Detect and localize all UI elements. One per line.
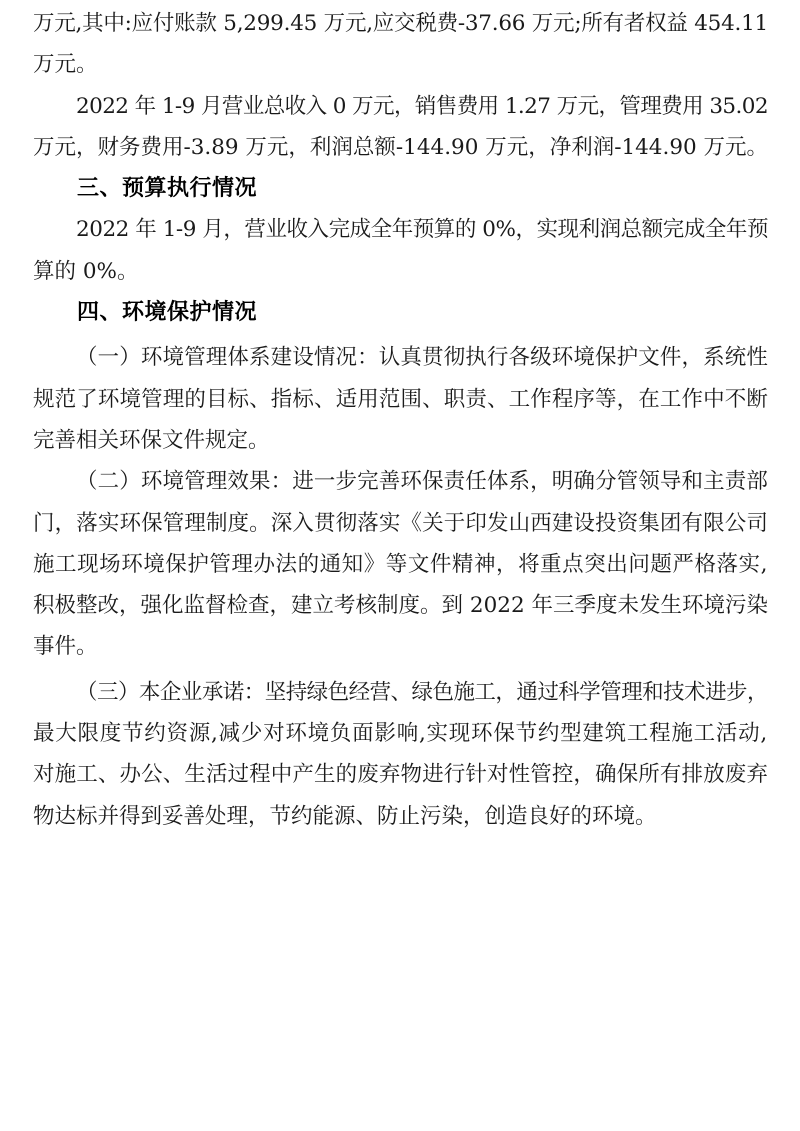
text-line [33,44,768,85]
heading-budget-execution: 三、预算执行情况 [77,176,258,202]
text-line [33,585,768,626]
text-line [33,796,768,837]
document-body [33,3,768,837]
text-line-content: 万元。 [33,52,98,78]
text-line-content: 门，落实环保管理制度。深入贯彻落实《关于印发山西建设投资集团有限公司 [33,510,768,536]
text-line [33,3,768,44]
text-line [33,754,768,795]
text-line-content: 积极整改，强化监督检查，建立考核制度。到 2022 年三季度未发生环境污染 [33,593,768,619]
text-line [33,626,768,667]
para-income-summary [33,86,768,169]
text-line-content: 对施工、办公、生活过程中产生的废弃物进行针对性管控，确保所有排放废弃 [33,762,768,788]
text-line [33,503,768,544]
para-balance-sheet-continuation [33,3,768,86]
text-line-content: 算的 0%。 [33,258,139,284]
para-env-management-effect [33,461,768,667]
heading-environment-protection: 四、环境保护情况 [77,300,258,326]
text-line-content: （二）环境管理效果：进一步完善环保责任体系，明确分管领导和主责部 [76,469,768,495]
text-line-content: 2022 年 1-9 月，营业收入完成全年预算的 0%，实现利润总额完成全年预 [76,217,768,243]
text-line [33,461,768,502]
text-line-content: 万元，财务费用-3.89 万元，利润总额-144.90 万元，净利润-144.90 万元。 [33,134,768,160]
text-line [33,86,768,127]
text-line-content: 施工现场环境保护管理办法的通知》等文件精神，将重点突出问题严格落实, [33,551,768,577]
text-line [33,127,768,168]
text-line-content: 规范了环境管理的目标、指标、适用范围、职责、工作程序等，在工作中不断 [33,386,768,412]
para-enterprise-commitment [33,672,768,837]
text-line-content: 最大限度节约资源,减少对环境负面影响,实现环保节约型建筑工程施工活动, [33,721,768,747]
para-env-management-system [33,337,768,461]
text-line-content: （一）环境管理体系建设情况：认真贯彻执行各级环境保护文件，系统性 [76,345,768,371]
text-line [33,251,768,292]
text-line [33,713,768,754]
text-line [33,544,768,585]
para-budget-execution [33,209,768,292]
text-line-content: 2022 年 1-9 月营业总收入 0 万元，销售费用 1.27 万元，管理费用 35.02 [76,93,768,119]
text-line [33,672,768,713]
text-line-content: （三）本企业承诺：坚持绿色经营、绿色施工，通过科学管理和技术进步， [76,679,768,705]
text-line-content: 事件。 [33,634,98,660]
text-line [33,420,768,461]
text-line-content: 物达标并得到妥善处理，节约能源、防止污染，创造良好的环境。 [33,803,657,829]
text-line [33,379,768,420]
text-line [33,209,768,250]
text-line-content: 万元,其中:应付账款 5,299.45 万元,应交税费-37.66 万元;所有者权益 454.11 [33,11,768,36]
text-line-content: 完善相关环保文件规定。 [33,427,270,453]
text-line [33,337,768,378]
